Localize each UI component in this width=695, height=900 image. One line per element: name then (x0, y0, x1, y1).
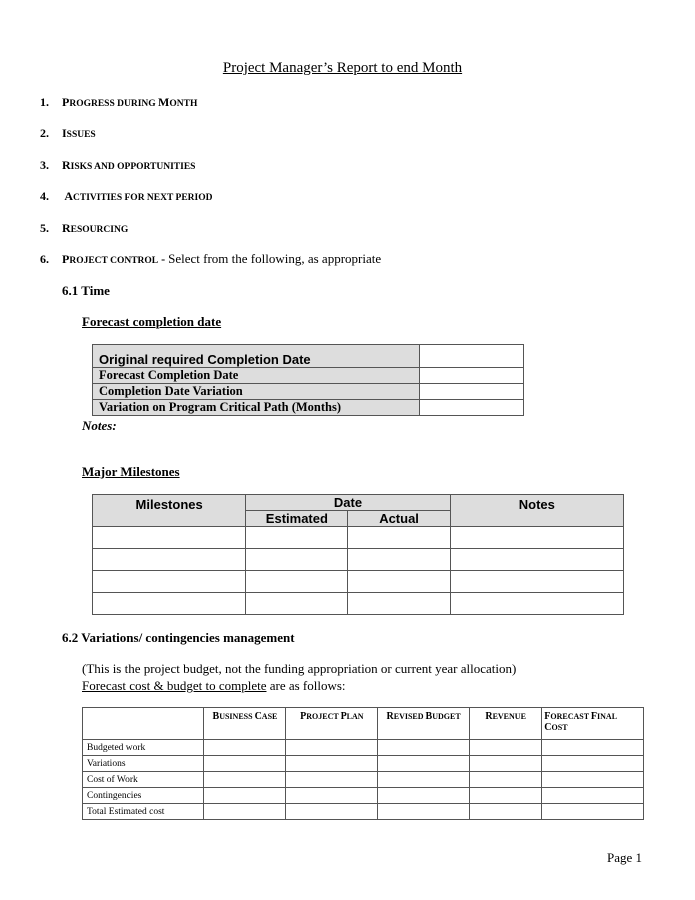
section-number: 5. (40, 221, 49, 235)
cell[interactable] (286, 788, 378, 804)
section-1-heading (40, 95, 197, 110)
section-2-heading (40, 126, 96, 141)
cap: P (62, 252, 70, 266)
table-row (93, 593, 624, 615)
section-6-description: Select from the following, as appropriate (168, 251, 382, 266)
cell[interactable] (450, 549, 623, 571)
header-row (83, 708, 644, 740)
cost-table (82, 707, 644, 820)
table-row (93, 400, 524, 416)
cell[interactable] (348, 527, 450, 549)
cell[interactable] (246, 571, 348, 593)
cell[interactable] (378, 740, 470, 756)
row-label: Variation on Program Critical Path (Months) (93, 400, 420, 416)
row-label: Cost of Work (83, 772, 204, 788)
cell[interactable] (378, 772, 470, 788)
cell[interactable] (286, 804, 378, 820)
milestones-header: Milestones (93, 495, 246, 527)
cap: I (62, 126, 67, 140)
caps: SSUES (66, 130, 96, 140)
major-milestones-heading: Major Milestones (82, 464, 180, 479)
section-number: 3. (40, 158, 49, 172)
cell[interactable] (542, 804, 644, 820)
subsection-6-1-heading: 6.1 Time (62, 283, 110, 298)
table-row (93, 345, 524, 368)
table-row (83, 756, 644, 772)
date-header: Date (246, 495, 450, 511)
dash: - (158, 252, 169, 266)
caps: ESOURCING (70, 225, 129, 235)
cell[interactable] (348, 549, 450, 571)
cap: A (62, 189, 74, 203)
cap: M (158, 95, 170, 109)
table-row (83, 772, 644, 788)
header-revised-budget: REVISED BUDGET (378, 708, 470, 740)
forecast-cost-rest: are as follows: (266, 678, 346, 693)
cell[interactable] (204, 788, 286, 804)
row-label: Contingencies (83, 788, 204, 804)
cell[interactable] (204, 756, 286, 772)
cell[interactable] (542, 740, 644, 756)
cell[interactable] (450, 527, 623, 549)
cell[interactable] (450, 593, 623, 615)
header-project-plan: PROJECT PLAN (286, 708, 378, 740)
header-forecast-final-cost: FORECAST FINAL COST (542, 708, 644, 740)
forecast-cost-line (82, 678, 346, 694)
actual-header: Actual (348, 511, 450, 527)
cap: P (62, 95, 70, 109)
milestones-table (92, 494, 624, 615)
cell[interactable] (204, 804, 286, 820)
row-label: Original required Completion Date (93, 345, 420, 368)
cell[interactable] (204, 772, 286, 788)
table-row (93, 527, 624, 549)
cell[interactable] (542, 788, 644, 804)
cell[interactable] (286, 772, 378, 788)
cell[interactable] (542, 772, 644, 788)
table-row (83, 804, 644, 820)
cell[interactable] (469, 804, 541, 820)
section-4-heading (40, 189, 212, 204)
notes-label: Notes: (82, 418, 117, 433)
cell[interactable] (93, 527, 246, 549)
row-label: Completion Date Variation (93, 384, 420, 400)
forecast-cost-underlined: Forecast cost & budget to complete (82, 678, 267, 693)
cell[interactable] (93, 571, 246, 593)
table-row (93, 368, 524, 384)
cell[interactable] (469, 772, 541, 788)
cell[interactable] (204, 740, 286, 756)
caps: ONTH (169, 99, 198, 109)
subsection-6-2-heading: 6.2 Variations/ contingencies management (62, 630, 295, 645)
completion-date-table (92, 344, 524, 416)
corner-cell (83, 708, 204, 740)
section-number: 4. (40, 189, 49, 203)
cell[interactable] (378, 756, 470, 772)
table-row (83, 788, 644, 804)
table-row (93, 571, 624, 593)
notes-header: Notes (450, 495, 623, 527)
table-row (83, 740, 644, 756)
section-3-heading (40, 158, 195, 173)
cell[interactable] (378, 788, 470, 804)
cell[interactable] (469, 788, 541, 804)
section-number: 2. (40, 126, 49, 140)
cell[interactable] (469, 756, 541, 772)
cell[interactable] (348, 593, 450, 615)
section-6-heading (40, 251, 381, 267)
table-row (93, 549, 624, 571)
cell[interactable] (469, 740, 541, 756)
section-5-heading (40, 221, 128, 236)
row-label: Budgeted work (83, 740, 204, 756)
cell[interactable] (348, 571, 450, 593)
value-cell[interactable] (420, 345, 524, 368)
cell[interactable] (286, 756, 378, 772)
page-title: Project Manager’s Report to end Month (222, 60, 463, 76)
row-label: Forecast Completion Date (93, 368, 420, 384)
cell[interactable] (450, 571, 623, 593)
caps: CTIVITIES FOR NEXT PERIOD (73, 193, 213, 203)
caps: ROJECT CONTROL (69, 256, 159, 266)
value-cell[interactable] (420, 368, 524, 384)
page-number: Page 1 (606, 850, 642, 865)
cell[interactable] (93, 549, 246, 571)
cell[interactable] (93, 593, 246, 615)
cap: R (62, 221, 71, 235)
cap: R (62, 158, 71, 172)
header-revenue: REVENUE (469, 708, 541, 740)
cell[interactable] (246, 549, 348, 571)
cell[interactable] (246, 593, 348, 615)
cell[interactable] (246, 527, 348, 549)
value-cell[interactable] (420, 384, 524, 400)
row-label: Total Estimated cost (83, 804, 204, 820)
cell[interactable] (378, 804, 470, 820)
section-number: 6. (40, 252, 49, 266)
budget-note: (This is the project budget, not the funding appropriation or current year allocation) (82, 661, 517, 676)
caps: ROGRESS DURING (69, 99, 159, 109)
cell[interactable] (542, 756, 644, 772)
caps: ISKS AND OPPORTUNITIES (70, 162, 196, 172)
row-label: Variations (83, 756, 204, 772)
estimated-header: Estimated (246, 511, 348, 527)
header-business-case: BUSINESS CASE (204, 708, 286, 740)
value-cell[interactable] (420, 400, 524, 416)
table-row (93, 384, 524, 400)
section-number: 1. (40, 95, 49, 109)
cell[interactable] (286, 740, 378, 756)
forecast-completion-heading: Forecast completion date (82, 314, 222, 329)
